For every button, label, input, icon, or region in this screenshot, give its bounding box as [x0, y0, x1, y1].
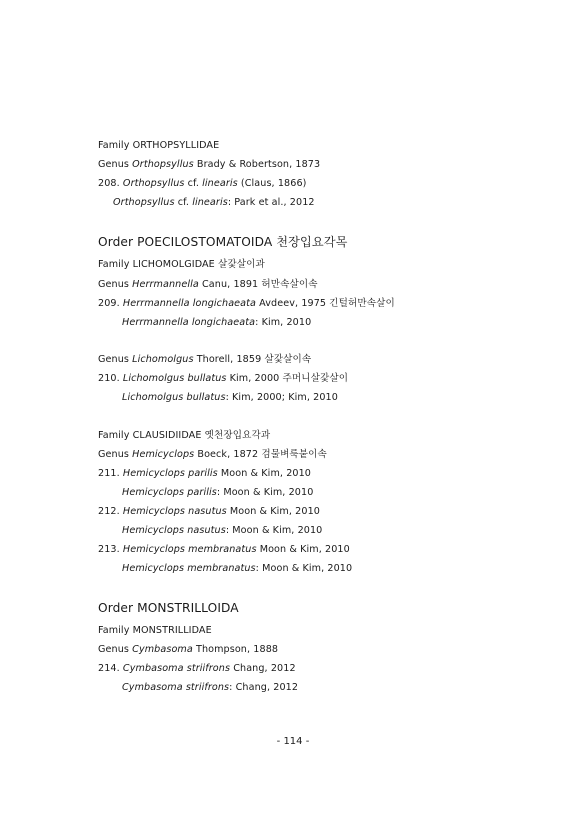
family-heading: Family CLAUSIDIIDAE 옛천장입요각과: [98, 430, 271, 441]
genus-entry: Genus Herrmannella Canu, 1891 허만속살이속: [98, 279, 318, 290]
citation-line: Herrmannella longichaeata: Kim, 2010: [122, 317, 312, 328]
order-heading: Order POECILOSTOMATOIDA 천장입요각목: [98, 235, 348, 249]
species-entry: 211. Hemicyclops parilis Moon & Kim, 2010: [98, 468, 312, 479]
citation-line: Orthopsyllus cf. linearis: Park et al., 2012: [113, 197, 315, 208]
genus-entry: Genus Hemicyclops Boeck, 1872 검물벼룩붙이속: [98, 449, 327, 460]
species-entry: 210. Lichomolgus bullatus Kim, 2000 주머니살갗살이: [98, 373, 349, 384]
species-entry: 208. Orthopsyllus cf. linearis (Claus, 1866): [98, 178, 307, 189]
species-entry: 214. Cymbasoma striifrons Chang, 2012: [98, 663, 296, 674]
species-entry: 212. Hemicyclops nasutus Moon & Kim, 2010: [98, 506, 320, 517]
genus-entry: Genus Cymbasoma Thompson, 1888: [98, 644, 279, 655]
citation-line: Lichomolgus bullatus: Kim, 2000; Kim, 2010: [122, 392, 338, 403]
family-heading: Family LICHOMOLGIDAE 살갗살이과: [98, 259, 265, 270]
family-heading: Family ORTHOPSYLLIDAE: [98, 140, 220, 151]
citation-line: Hemicyclops membranatus: Moon & Kim, 2010: [122, 563, 353, 574]
family-heading: Family MONSTRILLIDAE: [98, 625, 212, 636]
order-heading: Order MONSTRILLOIDA: [98, 601, 239, 615]
page-number: - 114 -: [276, 736, 310, 747]
species-entry: 213. Hemicyclops membranatus Moon & Kim, 2010: [98, 544, 350, 555]
citation-line: Cymbasoma striifrons: Chang, 2012: [122, 682, 299, 693]
genus-entry: Genus Orthopsyllus Brady & Robertson, 1873: [98, 159, 321, 170]
citation-line: Hemicyclops parilis: Moon & Kim, 2010: [122, 487, 314, 498]
species-entry: 209. Herrmannella longichaeata Avdeev, 1975 긴털허만속살이: [98, 298, 395, 309]
genus-entry: Genus Lichomolgus Thorell, 1859 살갗살이속: [98, 354, 312, 365]
citation-line: Hemicyclops nasutus: Moon & Kim, 2010: [122, 525, 323, 536]
